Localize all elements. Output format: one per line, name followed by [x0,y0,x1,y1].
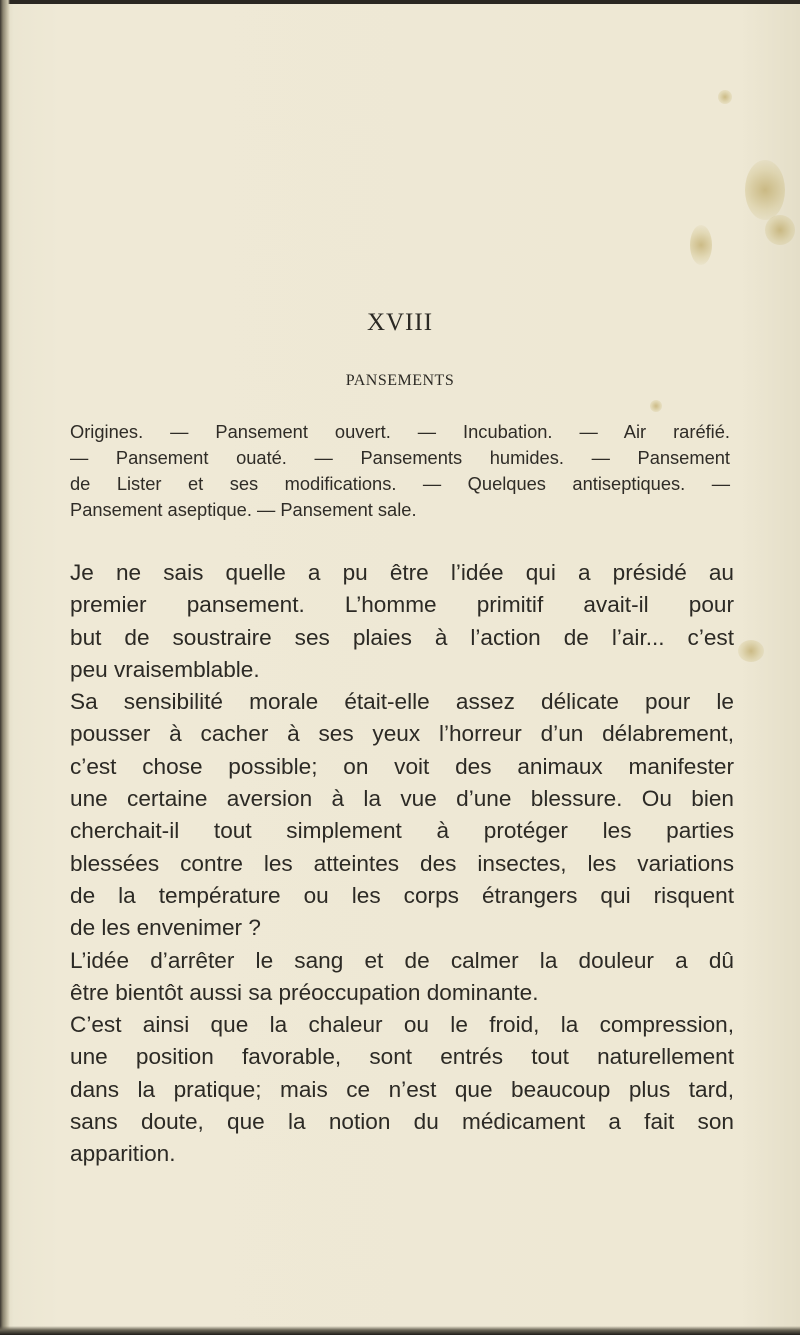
chapter-summary [70,419,730,523]
body-line: dans la pratique; mais ce n’est que beaucoup plus tard, [70,1076,734,1102]
summary-line: Pansement aseptique. — Pansement sale. [70,499,417,520]
body-line: une certaine aversion à la vue d’une blessure. Ou bien [70,786,734,812]
body-line: C’est ainsi que la chaleur ou le froid, la compression, [70,1012,734,1038]
summary-line: Origines. — Pansement ouvert. — Incubation. — Air raréfié. [70,421,730,442]
body-line: Je ne sais quelle a pu être l’idée qui a présidé au [70,560,734,585]
body-line: pousser à cacher à ses yeux l’horreur d’un délabrement, [70,721,734,747]
chapter-title: PANSEMENTS [345,372,455,389]
body-line: une position favorable, sont entrés tout naturellement [70,1044,734,1070]
body-line: peu vraisemblable. [70,656,260,682]
body-line: être bientôt aussi sa préoccupation dominante. [70,979,539,1005]
foxing-stain [690,225,712,265]
body-line: c’est chose possible; on voit des animaux manifester [70,753,734,779]
page-top-edge [0,0,800,4]
body-line: blessées contre les atteintes des insectes, les variations [70,850,734,876]
body-text [70,557,734,1171]
body-line: apparition. [70,1141,176,1167]
foxing-stain [718,90,732,104]
foxing-stain [650,400,662,412]
body-line: Sa sensibilité morale était-elle assez délicate pour le [70,689,734,715]
chapter-number: XVIII [366,309,434,336]
body-line: de la température ou les corps étrangers qui risquent [70,882,734,908]
body-line: cherchait-il tout simplement à protéger les parties [70,818,734,844]
page-binding-edge [0,0,10,1335]
body-line: de les envenimer ? [70,915,261,941]
summary-line: de Lister et ses modifications. — Quelques antiseptiques. — [70,473,730,494]
page-bottom-edge [0,1326,800,1335]
foxing-stain [745,160,785,220]
summary-line: — Pansement ouaté. — Pansements humides. — Pansement [70,447,730,468]
body-line: but de soustraire ses plaies à l’action de l’air... c’est [70,624,734,650]
body-line: sans doute, que la notion du médicament a fait son [70,1109,734,1135]
foxing-stain [738,640,764,662]
foxing-stain [765,215,795,245]
body-line: L’idée d’arrêter le sang et de calmer la douleur a dû [70,947,734,973]
body-line: premier pansement. L’homme primitif avait-il pour [70,592,734,618]
